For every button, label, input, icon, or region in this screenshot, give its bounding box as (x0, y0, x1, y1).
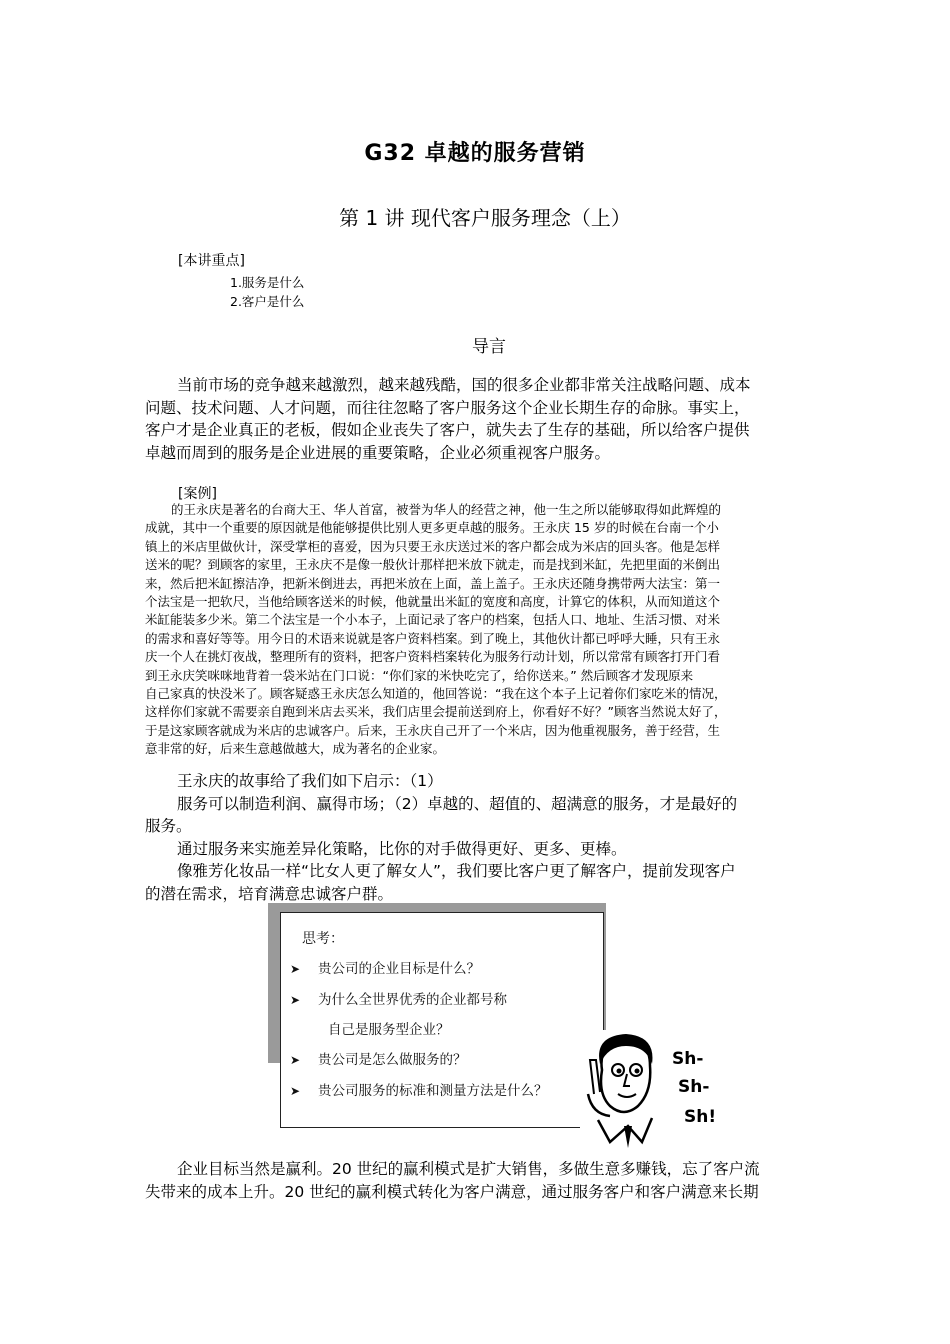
intro-paragraph (145, 374, 810, 464)
case-line: 个法宝是一把软尺，当他给顾客送米的时候，他就量出米缸的宽度和高度，计算它的体积，从而知道这个 (145, 594, 721, 610)
question-text: 为什么全世界优秀的企业都号称 (318, 992, 507, 1008)
question-text: 贵公司服务的标准和测量方法是什么？ (318, 1083, 548, 1099)
lesson-line: 像雅芳化妆品一样“比女人更了解女人”，我们要比客户更了解客户，提前发现客户 (177, 862, 736, 880)
intro-line: 客户才是企业真正的老板，假如企业丧失了客户，就失去了生存的基础，所以给客户提供 (145, 421, 750, 439)
lesson-line: 通过服务来实施差异化策略，比你的对手做得更好、更多、更棒。 (177, 839, 627, 858)
profit-line: 企业目标当然是赢利。20 世纪的赢利模式是扩大销售，多做生意多赚钱，忘了客户流 (177, 1160, 760, 1178)
profit-line: 失带来的成本上升。20 世纪的赢利模式转化为客户满意，通过服务客户和客户满意来长期 (145, 1182, 759, 1201)
case-paragraph (145, 501, 810, 759)
lesson-line: 的潜在需求，培育满意忠诚客户群。 (145, 884, 394, 903)
case-line: 镇上的米店里做伙计，深受掌柜的喜爱，因为只要王永庆送过米的客户都会成为米店的回头客。他是怎样 (145, 538, 721, 554)
document-title: G32 卓越的服务营销 (364, 141, 586, 166)
case-line: 成就，其中一个重要的原因就是他能够提供比别人更多更卓越的服务。王永庆 15 岁的时候在台南一个小 (145, 520, 719, 536)
case-line: 到王永庆笑咪咪地背着一袋米站在门口说：“你们家的米快吃完了，给你送来。” 然后顾客才发现原来 (145, 667, 694, 683)
think-question-continued (328, 1018, 450, 1038)
keypoint-item: 1.服务是什么 (230, 275, 305, 290)
svg-text:Sh!: Sh! (684, 1107, 717, 1127)
keypoint-item: 2.客户是什么 (230, 294, 305, 309)
think-question (290, 957, 480, 977)
case-line: 来，然后把米缸擦洁净，把新米倒进去，再把米放在上面，盖上盖子。王永庆还随身携带两大法宝：第一 (145, 575, 721, 591)
lesson-paragraph (145, 770, 810, 905)
case-line: 自己家真的快没米了。顾客疑惑王永庆怎么知道的，他回答说：“我在这个本子上记着你们家吃米的情况， (145, 686, 727, 702)
keypoints-heading: [本讲重点] (178, 253, 245, 269)
question-text: 贵公司的企业目标是什么？ (318, 961, 480, 977)
case-line: 的王永庆是著名的台商大王、华人首富，被誉为华人的经营之神，他一生之所以能够取得如此辉煌的 (171, 502, 722, 517)
arrow-bullet-icon: ➤ (290, 993, 301, 1007)
svg-text:Sh-: Sh- (678, 1077, 710, 1097)
case-line: 于是这家顾客就成为米店的忠诚客户。后来，王永庆自己开了一个米店，因为他重视服务，善于经营，生 (145, 722, 721, 738)
think-box-title: 思考： (302, 931, 344, 947)
case-line: 这样你们家就不需要亲自跑到米店去买米，我们店里会提前送到府上，你看好不好？”顾客当然说太好了， (145, 704, 727, 720)
lesson-line: 服务可以制造利润、赢得市场；（2）卓越的、超值的、超满意的服务，才是最好的 (177, 794, 738, 813)
lesson-line: 服务。 (145, 817, 192, 835)
thinking-man-cartoon-icon (580, 1030, 720, 1150)
case-line: 庆一个人在挑灯夜战，整理所有的资料，把客户资料档案转化为服务行动计划，所以常常有顾客打开门看 (145, 649, 721, 665)
case-heading: [案例] (178, 486, 217, 502)
think-question (290, 1079, 548, 1099)
arrow-bullet-icon: ➤ (290, 1084, 301, 1098)
intro-line: 问题、技术问题、人才问题，而往往忽略了客户服务这个企业长期生存的命脉。事实上， (145, 398, 750, 417)
intro-line: 当前市场的竞争越来越激烈，越来越残酷，国的很多企业都非常关注战略问题、成本 (177, 376, 751, 394)
think-question (290, 988, 507, 1008)
profit-paragraph (145, 1158, 810, 1203)
question-text: 贵公司是怎么做服务的？ (318, 1052, 467, 1068)
think-question (290, 1048, 467, 1068)
svg-text:Sh-: Sh- (672, 1049, 704, 1069)
lesson-line: 王永庆的故事给了我们如下启示：（1） (177, 772, 443, 790)
arrow-bullet-icon: ➤ (290, 962, 301, 976)
lecture-subtitle: 第 1 讲 现代客户服务理念（上） (339, 206, 631, 230)
case-line: 送米的呢？到顾客的家里，王永庆不是像一般伙计那样把米放下就走，而是找到米缸，先把里面的米倒出 (145, 557, 721, 573)
case-line: 意非常的好，后来生意越做越大，成为著名的企业家。 (145, 741, 446, 757)
case-line: 米缸能装多少米。第二个法宝是一个小本子，上面记录了客户的档案，包括人口、地址、生活习惯、对米 (145, 612, 721, 628)
arrow-bullet-icon: ➤ (290, 1053, 301, 1067)
intro-line: 卓越而周到的服务是企业进展的重要策略，企业必须重视客户服务。 (145, 443, 611, 462)
case-line: 的需求和喜好等等。用今日的术语来说就是客户资料档案。到了晚上，其他伙计都已呼呼大睡，只有王永 (145, 630, 721, 646)
question-text: 自己是服务型企业？ (328, 1022, 450, 1038)
intro-heading: 导言 (472, 337, 506, 357)
